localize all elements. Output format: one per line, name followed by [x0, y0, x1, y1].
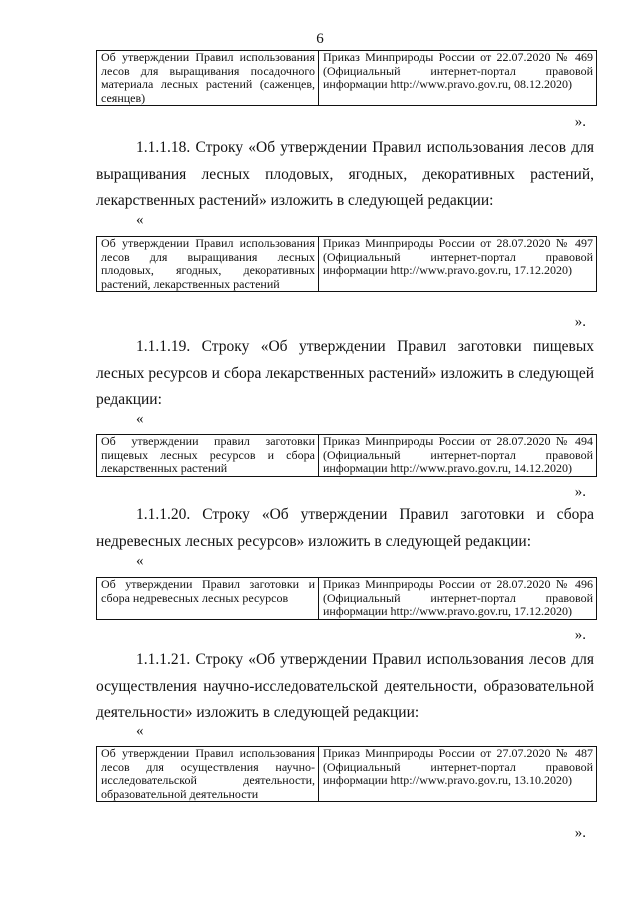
paragraph-text: 1.1.1.19. Строку «Об утверждении Правил заготовки пищевых лесных ресурсов и сбора лекарственных растений» изложить в следующей редакции:: [96, 338, 594, 408]
closing-quote: ».: [574, 825, 586, 841]
amendment-table-4: [96, 577, 597, 620]
document-title-cell: Об утверждении Правил использования лесов для выращивания посадочного материала лесных растений (саженцев, сеянцев): [97, 51, 319, 106]
document-title-cell: Об утверждении Правил заготовки и сбора недревесных лесных ресурсов: [97, 578, 319, 620]
document-title-cell: Об утверждении правил заготовки пищевых лесных ресурсов и сбора лекарственных растений: [97, 435, 319, 477]
amendment-table-3: [96, 434, 597, 477]
opening-quote: «: [136, 212, 144, 228]
opening-quote: «: [136, 411, 144, 427]
closing-quote: ».: [574, 114, 586, 130]
table-row: [97, 237, 597, 292]
table-row: [97, 747, 597, 802]
amendment-table-2: [96, 236, 597, 292]
amendment-table-1: [96, 50, 597, 106]
amendment-table-5: [96, 746, 597, 802]
order-reference-cell: Приказ Минприроды России от 28.07.2020 № 494 (Официальный интернет-портал правовой информации http://www.pravo.gov.ru, 14.12.2020): [319, 435, 597, 477]
order-reference-cell: Приказ Минприроды России от 28.07.2020 № 497 (Официальный интернет-портал правовой информации http://www.pravo.gov.ru, 17.12.2020): [319, 237, 597, 292]
paragraph-text: 1.1.1.18. Строку «Об утверждении Правил использования лесов для выращивания лесных плодовых, ягодных, декоративных растений, лекарственных растений» изложить в следующей редакции:: [96, 139, 594, 209]
paragraph-text: 1.1.1.21. Строку «Об утверждении Правил использования лесов для осуществления научно-исследовательской деятельности, образовательной деятельности» изложить в следующей редакции:: [96, 651, 594, 721]
table-row: [97, 435, 597, 477]
document-title-cell: Об утверждении Правил использования лесов для осуществления научно-исследовательской деятельности, образовательной деятельности: [97, 747, 319, 802]
document-title-cell: Об утверждении Правил использования лесов для выращивания лесных плодовых, ягодных, декоративных растений, лекарственных растений: [97, 237, 319, 292]
opening-quote: «: [136, 723, 144, 739]
paragraph-1-1-1-21: [96, 647, 594, 727]
paragraph-1-1-1-18: [96, 135, 594, 215]
page-number: 6: [316, 31, 324, 47]
table-row: [97, 578, 597, 620]
order-reference-cell: Приказ Минприроды России от 27.07.2020 № 487 (Официальный интернет-портал правовой информации http://www.pravo.gov.ru, 13.10.2020): [319, 747, 597, 802]
paragraph-1-1-1-19: [96, 334, 594, 414]
paragraph-text: 1.1.1.20. Строку «Об утверждении Правил заготовки и сбора недревесных лесных ресурсов» изложить в следующей редакции:: [96, 506, 594, 550]
order-reference-cell: Приказ Минприроды России от 22.07.2020 № 469 (Официальный интернет-портал правовой информации http://www.pravo.gov.ru, 08.12.2020): [319, 51, 597, 106]
order-reference-cell: Приказ Минприроды России от 28.07.2020 № 496 (Официальный интернет-портал правовой информации http://www.pravo.gov.ru, 17.12.2020): [319, 578, 597, 620]
closing-quote: ».: [574, 627, 586, 643]
paragraph-1-1-1-20: [96, 502, 594, 555]
closing-quote: ».: [574, 484, 586, 500]
opening-quote: «: [136, 553, 144, 569]
closing-quote: ».: [574, 314, 586, 330]
table-row: [97, 51, 597, 106]
